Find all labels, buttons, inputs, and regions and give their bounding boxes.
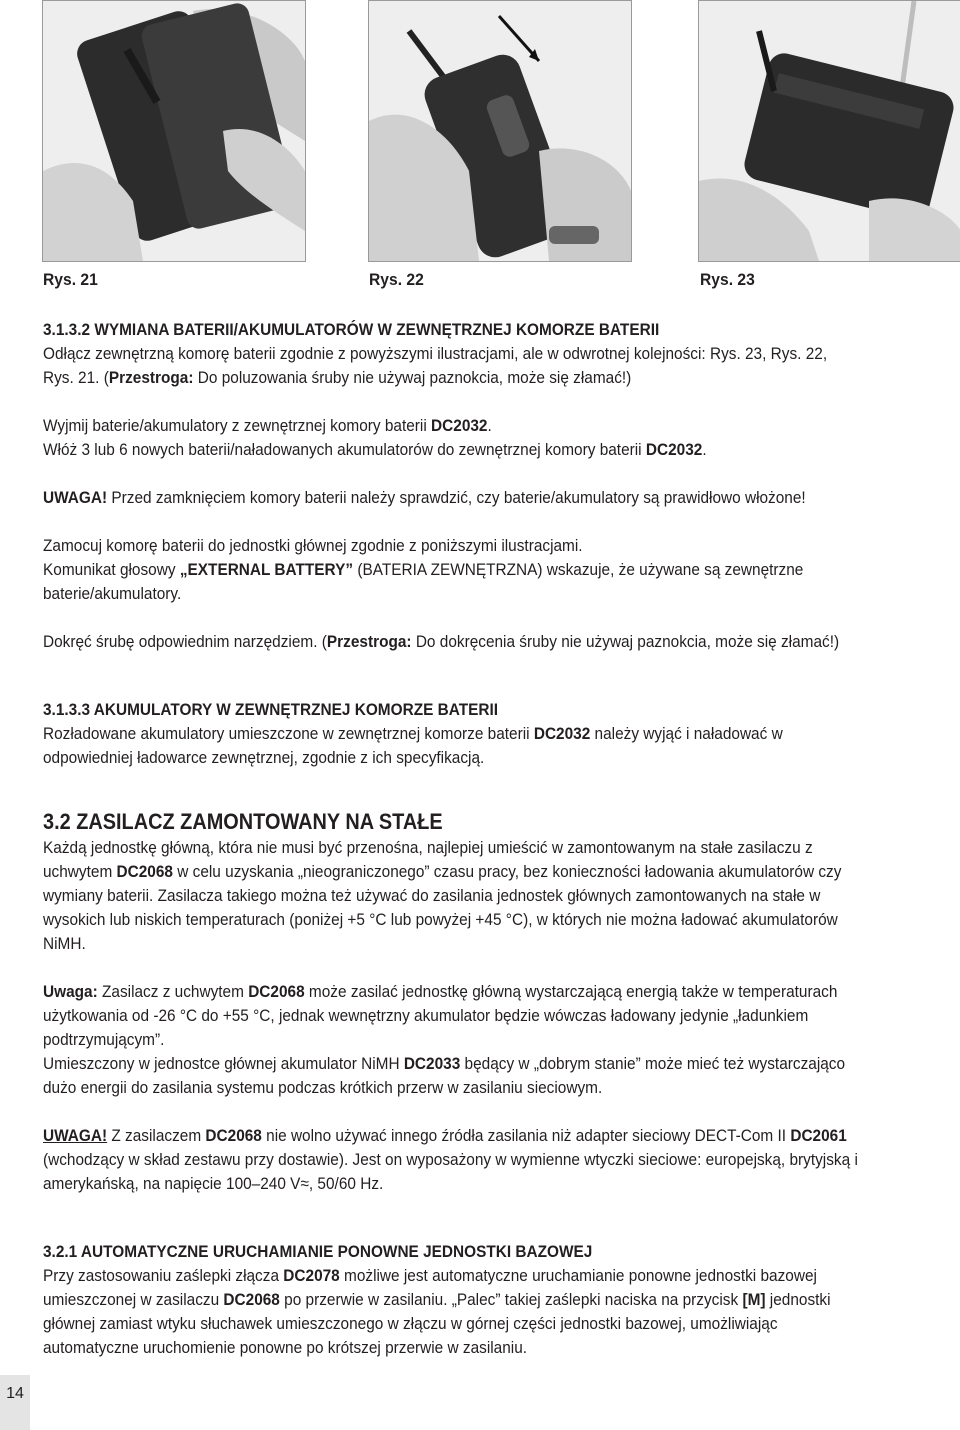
paragraph: odpowiedniej ładowarce zewnętrznej, zgodnie z ich specyfikacją. xyxy=(43,748,485,767)
paragraph: umieszczonej w zasilaczu DC2068 po przerwie w zasilaniu. „Palec” takiej zaślepki naciska na przycisk [M] jednostki xyxy=(43,1290,831,1309)
section-heading: 3.2 ZASILACZ ZAMONTOWANY NA STAŁE xyxy=(43,809,443,834)
paragraph: automatyczne uruchomienie ponowne po krótszej przerwie w zasilaniu. xyxy=(43,1338,528,1357)
paragraph: Umieszczony w jednostce głównej akumulator NiMH DC2033 będący w „dobrym stanie” może mieć też wystarczająco xyxy=(43,1054,846,1073)
figure-22-illustration xyxy=(369,1,631,261)
paragraph: wysokich lub niskich temperaturach (poniżej +5 °C lub powyżej +45 °C), w których nie można ładować akumulatorów xyxy=(43,910,838,929)
paragraph: Rozładowane akumulatory umieszczone w zewnętrznej komorze baterii DC2032 należy wyjąć i naładować w xyxy=(43,724,783,743)
note-paragraph: użytkowania od -26 °C do +55 °C, jednak wewnętrzny akumulator będzie wówczas ładowany jedynie „ładunkiem xyxy=(43,1006,809,1025)
paragraph: uchwytem DC2068 w celu uzyskania „nieograniczonego” czasu pracy, bez konieczności ładowania akumulatorów czy xyxy=(43,862,842,881)
note-paragraph: podtrzymującym”. xyxy=(43,1030,165,1049)
figure-21-caption: Rys. 21 xyxy=(43,270,98,289)
section-heading: 3.2.1 AUTOMATYCZNE URUCHAMIANIE PONOWNE JEDNOSTKI BAZOWEJ xyxy=(43,1242,593,1261)
paragraph: Zamocuj komorę baterii do jednostki głównej zgodnie z poniższymi ilustracjami. xyxy=(43,536,583,555)
paragraph: baterie/akumulatory. xyxy=(43,584,182,603)
section-3-2-1 xyxy=(43,1240,939,1360)
warning-paragraph: UWAGA! Z zasilaczem DC2068 nie wolno używać innego źródła zasilania niż adapter sieciowy DECT-Com II DC2061 xyxy=(43,1126,847,1145)
figure-21-illustration xyxy=(43,1,305,261)
section-3-2 xyxy=(43,808,939,1196)
paragraph: Włóż 3 lub 6 nowych baterii/naładowanych akumulatorów do zewnętrznej komory baterii DC2032. xyxy=(43,440,707,459)
section-3-1-3-2 xyxy=(43,318,939,654)
section-heading: 3.1.3.2 WYMIANA BATERII/AKUMULATORÓW W ZEWNĘTRZNEJ KOMORZE BATERII xyxy=(43,320,660,339)
figure-22-photo xyxy=(368,0,632,262)
note-paragraph: Uwaga: Zasilacz z uchwytem DC2068 może zasilać jednostkę główną wystarczającą energią także w temperaturach xyxy=(43,982,838,1001)
paragraph: Komunikat głosowy „EXTERNAL BATTERY” (BATERIA ZEWNĘTRZNA) wskazuje, że używane są zewnętrzne xyxy=(43,560,804,579)
paragraph: Rys. 21. (Przestroga: Do poluzowania śruby nie używaj paznokcia, może się złamać!) xyxy=(43,368,632,387)
page-number: 14 xyxy=(0,1375,30,1430)
figure-21-photo xyxy=(42,0,306,262)
warning-paragraph: UWAGA! Przed zamknięciem komory baterii należy sprawdzić, czy baterie/akumulatory są prawidłowo włożone! xyxy=(43,488,806,507)
paragraph: Przy zastosowaniu zaślepki złącza DC2078 możliwe jest automatyczne uruchamianie ponowne jednostki bazowej xyxy=(43,1266,817,1285)
paragraph: Dokręć śrubę odpowiednim narzędziem. (Przestroga: Do dokręcenia śruby nie używaj paznokcia, może się złamać!) xyxy=(43,632,840,651)
warning-paragraph: amerykańską, na napięcie 100–240 V≈, 50/60 Hz. xyxy=(43,1174,384,1193)
paragraph: głównej zamiast wtyku słuchawek umieszczonego w złączu w górnej części jednostki bazowej, umożliwiając xyxy=(43,1314,778,1333)
figure-23-photo xyxy=(698,0,960,262)
paragraph: NiMH. xyxy=(43,934,86,953)
figure-23-caption: Rys. 23 xyxy=(700,270,755,289)
paragraph: Każdą jednostkę główną, która nie musi być przenośna, najlepiej umieścić w zamontowanym na stałe zasilaczu z xyxy=(43,838,813,857)
section-3-1-3-3 xyxy=(43,698,939,770)
figure-23-illustration xyxy=(699,1,960,261)
paragraph: wymiany baterii. Zasilacza takiego można też używać do zasilania jednostek głównych zamontowanych na stałe w xyxy=(43,886,821,905)
warning-paragraph: (wchodzący w skład zestawu przy dostawie). Jest on wyposażony w wymienne wtyczki sieciowe: europejską, brytyjską i xyxy=(43,1150,858,1169)
paragraph: Odłącz zewnętrzną komorę baterii zgodnie z powyższymi ilustracjami, ale w odwrotnej kolejności: Rys. 23, Rys. 22, xyxy=(43,344,828,363)
paragraph: dużo energii do zasilania systemu podczas krótkich przerw w zasilaniu sieciowym. xyxy=(43,1078,603,1097)
figure-22-caption: Rys. 22 xyxy=(369,270,424,289)
section-heading: 3.1.3.3 AKUMULATORY W ZEWNĘTRZNEJ KOMORZE BATERII xyxy=(43,700,499,719)
paragraph: Wyjmij baterie/akumulatory z zewnętrznej komory baterii DC2032. xyxy=(43,416,492,435)
